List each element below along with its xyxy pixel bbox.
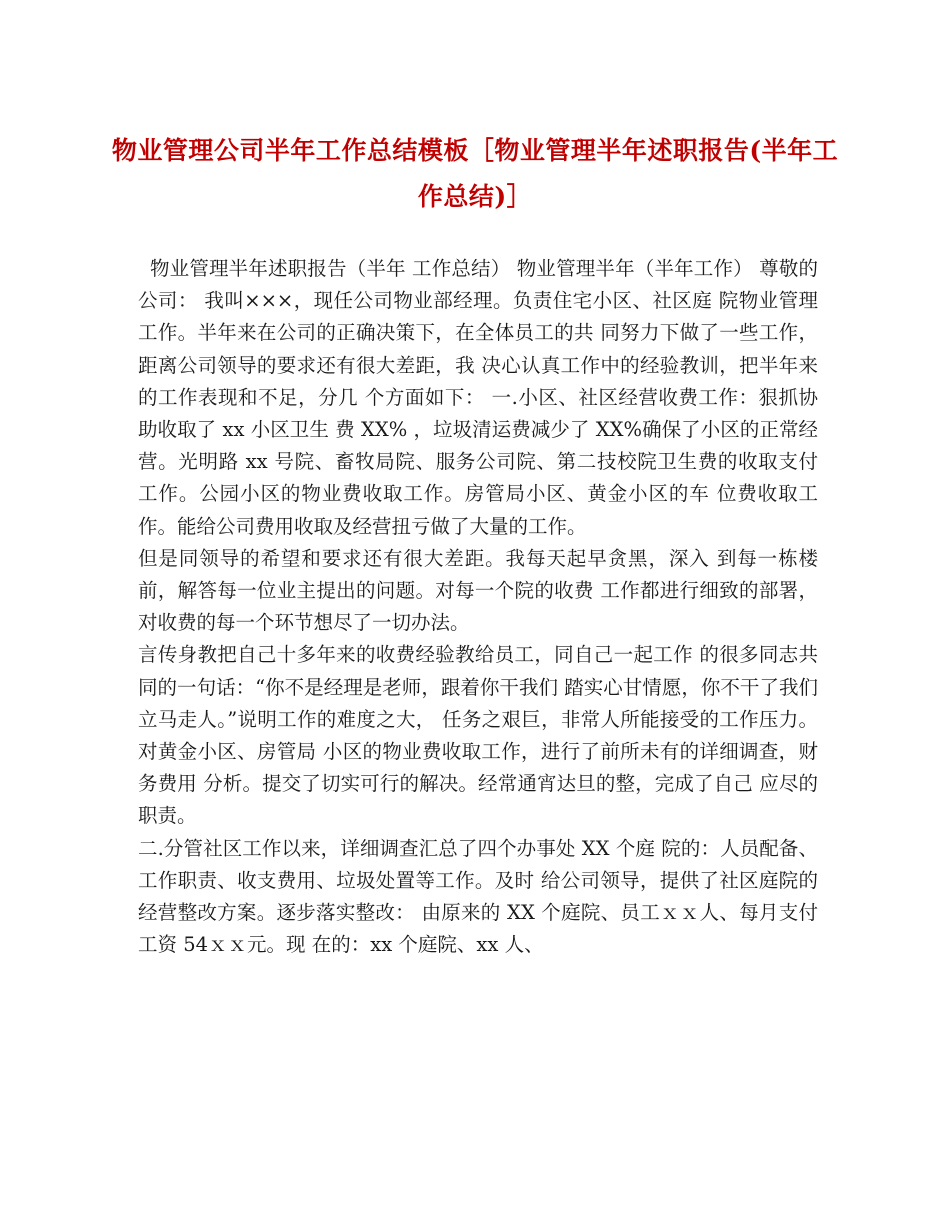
document-body — [138, 253, 818, 961]
paragraph-2: 但是同领导的希望和要求还有很大差距。我每天起早贪黑，深入 到每一栋楼前，解答每一位业主提出的问题。对每一个院的收费 工作都进行细致的部署，对收费的每一个环节想尽了一切办法。 — [138, 546, 818, 635]
paragraph-4: 二.分管社区工作以来，详细调查汇总了四个办事处 XX 个庭 院的：人员配备、工作职责、收支费用、垃圾处置等工作。及时 给公司领导，提供了社区庭院的经营整改方案。逐步落实整改： 由原来的 XX 个庭院、员工ｘｘ人、每月支付工资 54ｘｘ元。现 在的：xx 个庭院、xx 人、 — [138, 836, 818, 957]
paragraph-1: 物业管理半年述职报告（半年 工作总结） 物业管理半年（半年工作） 尊敬的公司： 我叫×××，现任公司物业部经理。负责住宅小区、社区庭 院物业管理工作。半年来在公司的正确决策下，在全体员工的共 同努力下做了一些工作，距离公司领导的要求还有很大差距，我 决心认真工作中的经验教训，把半年来的工作表现和不足，分几 个方面如下： 一.小区、社区经营收费工作：狠抓协助收取了 xx 小区卫生 费 XX% ，垃圾清运费减少了 XX%确保了小区的正常经营。光明路 xx 号院、畜牧局院、服务公司院、第二技校院卫生费的收取支付 工作。公园小区的物业费收取工作。房管局小区、黄金小区的车 位费收取工作。能给公司费用收取及经营扭亏做了大量的工作。 — [138, 257, 818, 538]
document-title: 物业管理公司半年工作总结模板［物业管理半年述职报告(半年工作总结)］ — [111, 136, 839, 211]
paragraph-3: 言传身教把自己十多年来的收费经验教给员工，同自己一起工作 的很多同志共同的一句话：“你不是经理是老师，跟着你干我们 踏实心甘情愿，你不干了我们立马走人。”说明工作的难度之大， 任务之艰巨，非常人所能接受的工作压力。对黄金小区、房管局 小区的物业费收取工作，进行了前所未有的详细调查，财务费用 分析。提交了切实可行的解决。经常通宵达旦的整，完成了自己 应尽的职责。 — [138, 643, 818, 828]
